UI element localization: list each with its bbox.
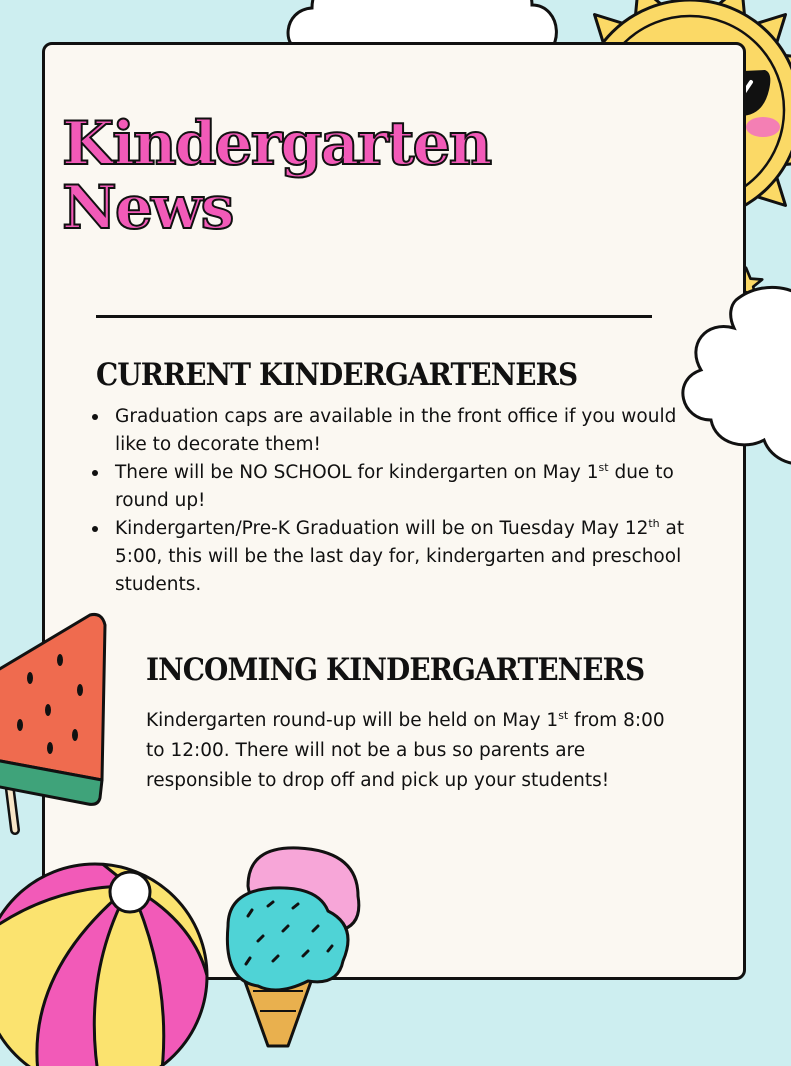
current-bullet-list [90,403,690,599]
title-line-1: Kindergarten [62,109,491,179]
watermelon-icon [0,610,120,840]
cloud-icon [676,280,791,470]
incoming-paragraph: Kindergarten round-up will be held on May 1st from 8:00 to 12:00. There will not be a bus so parents are responsible to drop off and pick up your students! [146,708,665,791]
list-item: Graduation caps are available in the front office if you would like to decorate them! [90,403,690,459]
title-line-2: News [62,173,233,243]
list-item: There will be NO SCHOOL for kindergarten on May 1st due to round up! [90,459,690,515]
incoming-heading: INCOMING KINDERGARTENERS [146,652,645,688]
page-title [62,109,491,243]
list-item: Kindergarten/Pre-K Graduation will be on Tuesday May 12th at 5:00, this will be the last day for, kindergarten and preschool students. [90,515,690,599]
current-heading: CURRENT KINDERGARTENERS [96,357,578,393]
beach-ball-icon [0,826,220,1066]
divider [96,315,652,318]
ice-cream-icon [218,846,368,1036]
